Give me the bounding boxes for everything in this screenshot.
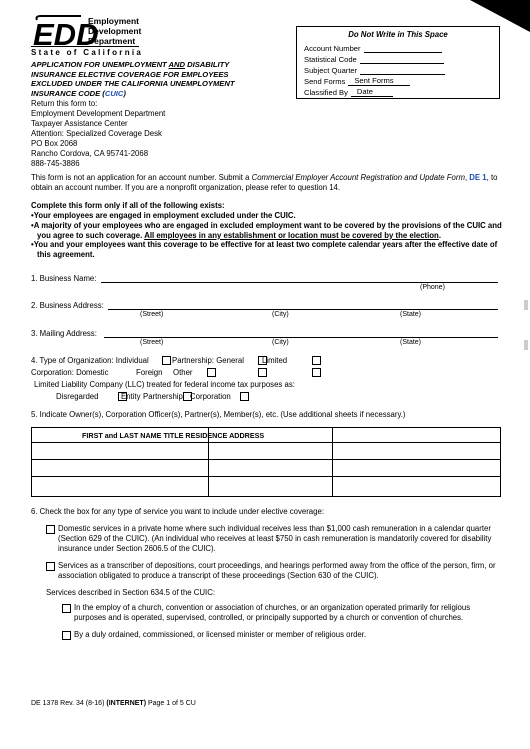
intro-text: This form is not an application for an account number. Submit a Commercial Employer Account Registration and Update Form, DE 1, to obtain an account number. If you are a nonprofit organization, please refer to question 14. [31,173,498,192]
logo-divider [31,46,139,47]
scroll-marker [524,300,528,310]
owners-table-header: FIRST and LAST NAME TITLE RESIDENCE ADDRESS [32,428,500,443]
de1-link[interactable]: DE 1 [469,173,487,182]
business-name-label: 1. Business Name: [31,274,97,283]
corp-domestic-checkbox[interactable] [207,368,216,377]
mailing-address-field[interactable] [104,337,498,338]
service-type-label: 6. Check the box for any type of service you want to include under elective coverage: [31,507,324,516]
corp-foreign-checkbox[interactable] [258,368,267,377]
table-row[interactable] [32,460,208,476]
send-forms-field[interactable]: Sent Forms [348,76,410,86]
business-name-field[interactable] [101,282,498,283]
corp-other-checkbox[interactable] [312,368,321,377]
llc-label: Limited Liability Company (LLC) treated for federal income tax purposes as: [34,380,295,389]
conditions-list: •Your employees are engaged in employment excluded under the CUIC. •A majority of your employees who are engaged in excluded employment want to be covered by the provisions of the CUIC and you agree to such coverage. All employees in any establishment or location must be covered by the election. •You and your employees want this coverage to be effective for at least two complete calendar years after the effective date of this agreement. [31,211,502,260]
church-employ-checkbox[interactable] [62,604,71,613]
owners-table [31,427,501,497]
office-use-header: Do Not Write in This Space [348,30,448,39]
phone-label: (Phone) [420,284,445,291]
department-name: Employment Development Department [88,16,142,46]
mailing-address-label: 3. Mailing Address: [31,329,97,338]
business-address-field[interactable] [108,309,498,310]
form-footer: DE 1378 Rev. 34 (8-16) (INTERNET) Page 1 of 5 CU [31,700,196,707]
llc-corporation-checkbox[interactable] [240,392,249,401]
domestic-services-checkbox[interactable] [46,525,55,534]
account-number-field[interactable] [364,43,442,53]
transcriber-services-checkbox[interactable] [46,562,55,571]
business-address-label: 2. Business Address: [31,301,104,310]
scroll-marker [524,340,528,350]
individual-checkbox[interactable] [162,356,171,365]
edd-logo [31,14,99,52]
transcriber-services-text: Services as a transcriber of depositions, court proceedings, and hearings performed away from the office of the person, firm, or association obligated to produce a transcript of these proceedings (Section 630 of the CUIC). [58,561,496,580]
subject-quarter-field[interactable] [360,65,445,75]
table-row[interactable] [32,477,208,495]
logo-text: EDD [33,17,99,52]
classified-by-field[interactable]: Date [351,87,393,97]
office-use-box: Do Not Write in This Space Account Number Statistical Code Subject Quarter Send Forms Sent Forms Classified By Date [296,26,500,99]
section-634-label: Services described in Section 634.5 of the CUIC: [46,588,216,597]
church-employ-text: In the employ of a church, convention or association of churches, or an organization operated primarily for religious purposes and is operated, supervised, controlled, or principally supported by a church or convention of churches. [74,603,471,622]
table-row[interactable] [32,443,208,459]
form-title: APPLICATION FOR UNEMPLOYMENT AND DISABILITY INSURANCE ELECTIVE COVERAGE FOR EMPLOYEES EXCLUDED UNDER THE CALIFORNIA UNEMPLOYMENT INSURANCE CODE (CUIC) [31,60,235,98]
cuic-link[interactable]: CUIC [104,88,124,98]
partnership-limited-checkbox[interactable] [312,356,321,365]
minister-checkbox[interactable] [62,631,71,640]
minister-text: By a duly ordained, commissioned, or licensed minister or member of religious order. [74,630,367,639]
return-address: Return this form to: Employment Development Department Taxpayer Assistance Center Attention: Specialized Coverage Desk PO Box 2068 Rancho Cordova, CA 95741-2068 888-745-3886 [31,99,166,168]
domestic-services-text: Domestic services in a private home where such individual receives less than $1,000 cash remuneration in a calendar quarter (Section 629 of the CUIC). (An individual who receives at least $750 in cash remuneration is mandatorily covered for disability insurance under Section 2606.5 of the CUIC). [58,524,492,553]
conditions-heading: Complete this form only if all of the following exists: [31,201,225,210]
state-label: State of California [31,48,144,57]
statistical-code-field[interactable] [360,54,444,64]
owners-label: 5. Indicate Owner(s), Corporation Officer(s), Partner(s), Member(s), etc. (Use additional sheets if necessary.) [31,410,406,419]
org-type-label: 4. Type of Organization: Individual [31,356,149,365]
